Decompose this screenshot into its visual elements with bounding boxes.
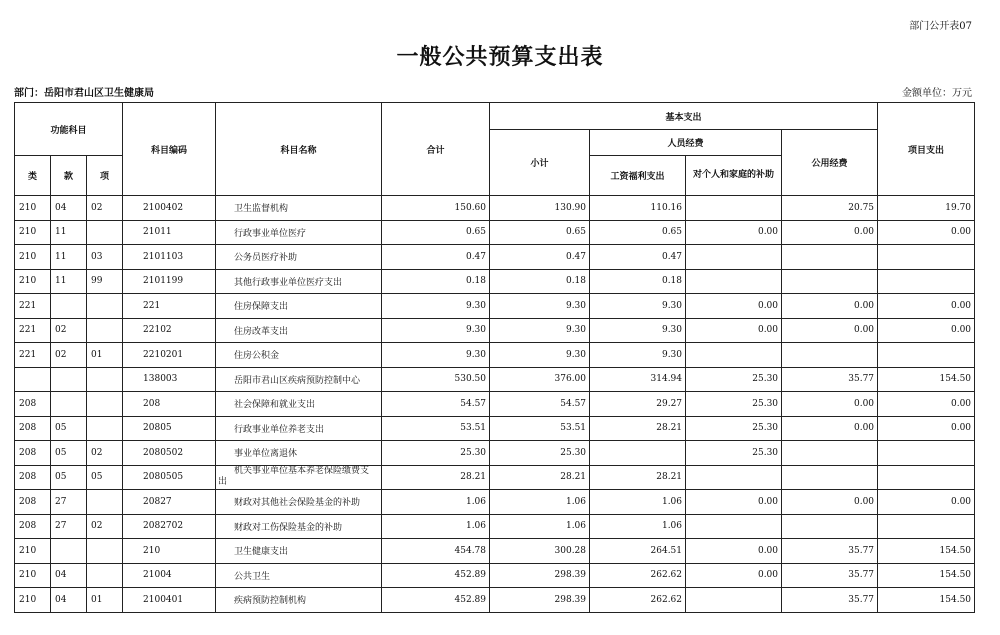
cell-total: 54.57 [382, 392, 490, 417]
cell-xiang [87, 392, 123, 417]
cell-subsidy [686, 343, 782, 368]
cell-code: 2101103 [123, 245, 216, 270]
cell-subtotal: 0.18 [490, 269, 590, 294]
header-lei: 类 [15, 156, 51, 196]
cell-code: 2080502 [123, 441, 216, 466]
cell-kuan: 11 [51, 245, 87, 270]
cell-subsidy: 0.00 [686, 490, 782, 515]
cell-kuan: 05 [51, 465, 87, 490]
cell-project: 0.00 [878, 318, 975, 343]
cell-name: 疾病预防控制机构 [216, 588, 382, 613]
cell-kuan: 05 [51, 416, 87, 441]
cell-name: 住房公积金 [216, 343, 382, 368]
header-public: 公用经费 [782, 130, 878, 196]
header-salary: 工资福利支出 [590, 156, 686, 196]
cell-public: 35.77 [782, 367, 878, 392]
unit-label: 金额单位：万元 [902, 88, 972, 99]
cell-salary: 262.62 [590, 563, 686, 588]
cell-salary: 9.30 [590, 318, 686, 343]
cell-xiang [87, 294, 123, 319]
cell-subtotal: 25.30 [490, 441, 590, 466]
table-row [15, 514, 975, 539]
cell-salary: 29.27 [590, 392, 686, 417]
cell-public: 0.00 [782, 392, 878, 417]
table-row [15, 441, 975, 466]
cell-total: 0.65 [382, 220, 490, 245]
cell-subsidy [686, 514, 782, 539]
cell-salary: 110.16 [590, 196, 686, 221]
table-row [15, 245, 975, 270]
cell-name: 岳阳市君山区疾病预防控制中心 [216, 367, 382, 392]
header-code: 科目编码 [123, 103, 216, 196]
cell-code: 21011 [123, 220, 216, 245]
header-subtotal: 小计 [490, 130, 590, 196]
cell-kuan: 27 [51, 514, 87, 539]
cell-total: 25.30 [382, 441, 490, 466]
cell-name: 其他行政事业单位医疗支出 [216, 269, 382, 294]
cell-code: 20827 [123, 490, 216, 515]
cell-public: 35.77 [782, 563, 878, 588]
cell-name: 机关事业单位基本养老保险缴费支出 [216, 465, 382, 490]
cell-total: 0.47 [382, 245, 490, 270]
cell-code: 2101199 [123, 269, 216, 294]
cell-subsidy: 0.00 [686, 563, 782, 588]
cell-name: 公务员医疗补助 [216, 245, 382, 270]
cell-total: 28.21 [382, 465, 490, 490]
cell-subtotal: 1.06 [490, 514, 590, 539]
cell-salary: 0.47 [590, 245, 686, 270]
cell-salary: 262.62 [590, 588, 686, 613]
cell-name: 卫生健康支出 [216, 539, 382, 564]
cell-project: 154.50 [878, 563, 975, 588]
cell-name: 住房保障支出 [216, 294, 382, 319]
cell-subtotal: 0.47 [490, 245, 590, 270]
cell-code: 138003 [123, 367, 216, 392]
table-row [15, 269, 975, 294]
cell-subsidy: 0.00 [686, 539, 782, 564]
header-kuan: 款 [51, 156, 87, 196]
cell-total: 1.06 [382, 514, 490, 539]
cell-kuan: 02 [51, 318, 87, 343]
cell-lei: 208 [15, 392, 51, 417]
cell-subsidy [686, 269, 782, 294]
cell-code: 208 [123, 392, 216, 417]
table-row [15, 588, 975, 613]
cell-kuan: 05 [51, 441, 87, 466]
cell-xiang: 03 [87, 245, 123, 270]
cell-lei: 210 [15, 269, 51, 294]
cell-code: 2210201 [123, 343, 216, 368]
cell-lei: 208 [15, 490, 51, 515]
cell-xiang: 01 [87, 343, 123, 368]
cell-lei: 210 [15, 196, 51, 221]
cell-subsidy: 25.30 [686, 441, 782, 466]
cell-lei: 208 [15, 416, 51, 441]
cell-total: 150.60 [382, 196, 490, 221]
cell-subtotal: 28.21 [490, 465, 590, 490]
budget-table [14, 102, 975, 613]
cell-kuan: 02 [51, 343, 87, 368]
cell-salary: 0.18 [590, 269, 686, 294]
cell-total: 9.30 [382, 343, 490, 368]
cell-code: 2100401 [123, 588, 216, 613]
cell-project [878, 441, 975, 466]
cell-salary: 264.51 [590, 539, 686, 564]
cell-code: 2100402 [123, 196, 216, 221]
cell-name: 行政事业单位医疗 [216, 220, 382, 245]
cell-lei: 208 [15, 465, 51, 490]
cell-public [782, 465, 878, 490]
cell-total: 530.50 [382, 367, 490, 392]
cell-project: 154.50 [878, 367, 975, 392]
cell-name: 社会保障和就业支出 [216, 392, 382, 417]
cell-subsidy: 0.00 [686, 294, 782, 319]
cell-xiang [87, 539, 123, 564]
cell-subsidy [686, 245, 782, 270]
cell-subsidy [686, 465, 782, 490]
table-row [15, 392, 975, 417]
table-row [15, 196, 975, 221]
cell-project [878, 343, 975, 368]
cell-total: 452.89 [382, 588, 490, 613]
header-project: 项目支出 [878, 103, 975, 196]
cell-kuan [51, 392, 87, 417]
table-body [15, 196, 975, 613]
cell-name: 住房改革支出 [216, 318, 382, 343]
cell-lei: 210 [15, 220, 51, 245]
header-personnel: 人员经费 [590, 130, 782, 156]
cell-project: 19.70 [878, 196, 975, 221]
table-row [15, 563, 975, 588]
cell-name: 公共卫生 [216, 563, 382, 588]
cell-subtotal: 300.28 [490, 539, 590, 564]
cell-kuan [51, 539, 87, 564]
cell-subtotal: 9.30 [490, 318, 590, 343]
cell-code: 21004 [123, 563, 216, 588]
cell-lei: 210 [15, 245, 51, 270]
cell-public: 0.00 [782, 416, 878, 441]
header-name: 科目名称 [216, 103, 382, 196]
cell-kuan: 04 [51, 196, 87, 221]
table-row [15, 294, 975, 319]
cell-xiang [87, 318, 123, 343]
cell-kuan: 11 [51, 269, 87, 294]
cell-xiang: 99 [87, 269, 123, 294]
cell-public: 20.75 [782, 196, 878, 221]
cell-xiang: 02 [87, 441, 123, 466]
cell-total: 9.30 [382, 294, 490, 319]
cell-name: 卫生监督机构 [216, 196, 382, 221]
cell-code: 20805 [123, 416, 216, 441]
cell-kuan: 27 [51, 490, 87, 515]
cell-project: 0.00 [878, 416, 975, 441]
cell-public: 35.77 [782, 588, 878, 613]
cell-salary: 1.06 [590, 490, 686, 515]
cell-salary: 9.30 [590, 343, 686, 368]
cell-xiang: 05 [87, 465, 123, 490]
header-subsidy: 对个人和家庭的补助 [686, 156, 782, 196]
cell-salary: 1.06 [590, 514, 686, 539]
header-xiang: 项 [87, 156, 123, 196]
cell-subtotal: 298.39 [490, 563, 590, 588]
table-row [15, 539, 975, 564]
cell-public [782, 245, 878, 270]
cell-subtotal: 54.57 [490, 392, 590, 417]
cell-total: 1.06 [382, 490, 490, 515]
cell-public [782, 343, 878, 368]
cell-code: 221 [123, 294, 216, 319]
cell-code: 22102 [123, 318, 216, 343]
cell-subsidy: 0.00 [686, 318, 782, 343]
cell-name: 财政对其他社会保险基金的补助 [216, 490, 382, 515]
page-title: 一般公共预算支出表 [396, 44, 604, 70]
table-row [15, 343, 975, 368]
cell-salary: 28.21 [590, 465, 686, 490]
cell-lei: 221 [15, 343, 51, 368]
cell-subsidy: 25.30 [686, 392, 782, 417]
cell-xiang: 02 [87, 196, 123, 221]
cell-project [878, 465, 975, 490]
cell-total: 0.18 [382, 269, 490, 294]
cell-xiang: 02 [87, 514, 123, 539]
table-row [15, 416, 975, 441]
cell-kuan [51, 367, 87, 392]
cell-public: 0.00 [782, 318, 878, 343]
cell-subtotal: 130.90 [490, 196, 590, 221]
cell-project: 154.50 [878, 588, 975, 613]
cell-total: 452.89 [382, 563, 490, 588]
cell-public: 35.77 [782, 539, 878, 564]
cell-kuan: 11 [51, 220, 87, 245]
cell-subsidy [686, 588, 782, 613]
table-row [15, 220, 975, 245]
form-number: 部门公开表07 [909, 21, 972, 32]
cell-public [782, 441, 878, 466]
cell-project [878, 514, 975, 539]
cell-project: 0.00 [878, 490, 975, 515]
cell-lei: 221 [15, 318, 51, 343]
cell-subsidy: 25.30 [686, 367, 782, 392]
cell-public [782, 514, 878, 539]
cell-xiang: 01 [87, 588, 123, 613]
cell-total: 9.30 [382, 318, 490, 343]
cell-project: 0.00 [878, 294, 975, 319]
cell-kuan [51, 294, 87, 319]
cell-lei: 210 [15, 563, 51, 588]
cell-total: 53.51 [382, 416, 490, 441]
cell-lei: 208 [15, 514, 51, 539]
cell-public: 0.00 [782, 294, 878, 319]
table-row [15, 490, 975, 515]
table-row [15, 465, 975, 490]
cell-project: 0.00 [878, 220, 975, 245]
header-total: 合计 [382, 103, 490, 196]
cell-subtotal: 0.65 [490, 220, 590, 245]
cell-public: 0.00 [782, 490, 878, 515]
cell-kuan: 04 [51, 563, 87, 588]
cell-subsidy [686, 196, 782, 221]
cell-public [782, 269, 878, 294]
header-func-subject: 功能科目 [15, 103, 123, 156]
cell-salary: 314.94 [590, 367, 686, 392]
cell-lei: 208 [15, 441, 51, 466]
cell-kuan: 04 [51, 588, 87, 613]
cell-xiang [87, 367, 123, 392]
cell-xiang [87, 220, 123, 245]
cell-xiang [87, 563, 123, 588]
cell-lei: 210 [15, 539, 51, 564]
table-row [15, 318, 975, 343]
cell-subtotal: 298.39 [490, 588, 590, 613]
department-label: 部门：岳阳市君山区卫生健康局 [14, 88, 154, 99]
cell-subtotal: 9.30 [490, 294, 590, 319]
cell-xiang [87, 490, 123, 515]
cell-salary: 9.30 [590, 294, 686, 319]
cell-name: 财政对工伤保险基金的补助 [216, 514, 382, 539]
cell-lei: 221 [15, 294, 51, 319]
cell-subsidy: 25.30 [686, 416, 782, 441]
cell-subsidy: 0.00 [686, 220, 782, 245]
cell-subtotal: 9.30 [490, 343, 590, 368]
cell-project [878, 269, 975, 294]
cell-code: 2082702 [123, 514, 216, 539]
cell-subtotal: 376.00 [490, 367, 590, 392]
cell-salary: 28.21 [590, 416, 686, 441]
cell-name: 行政事业单位养老支出 [216, 416, 382, 441]
cell-project: 0.00 [878, 392, 975, 417]
cell-public: 0.00 [782, 220, 878, 245]
table-header [15, 103, 975, 196]
cell-subtotal: 1.06 [490, 490, 590, 515]
cell-lei: 210 [15, 588, 51, 613]
table-row [15, 367, 975, 392]
cell-total: 454.78 [382, 539, 490, 564]
cell-code: 2080505 [123, 465, 216, 490]
cell-salary [590, 441, 686, 466]
cell-project: 154.50 [878, 539, 975, 564]
cell-lei [15, 367, 51, 392]
cell-name: 事业单位离退休 [216, 441, 382, 466]
cell-project [878, 245, 975, 270]
header-basic: 基本支出 [490, 103, 878, 130]
cell-salary: 0.65 [590, 220, 686, 245]
cell-subtotal: 53.51 [490, 416, 590, 441]
cell-code: 210 [123, 539, 216, 564]
cell-xiang [87, 416, 123, 441]
